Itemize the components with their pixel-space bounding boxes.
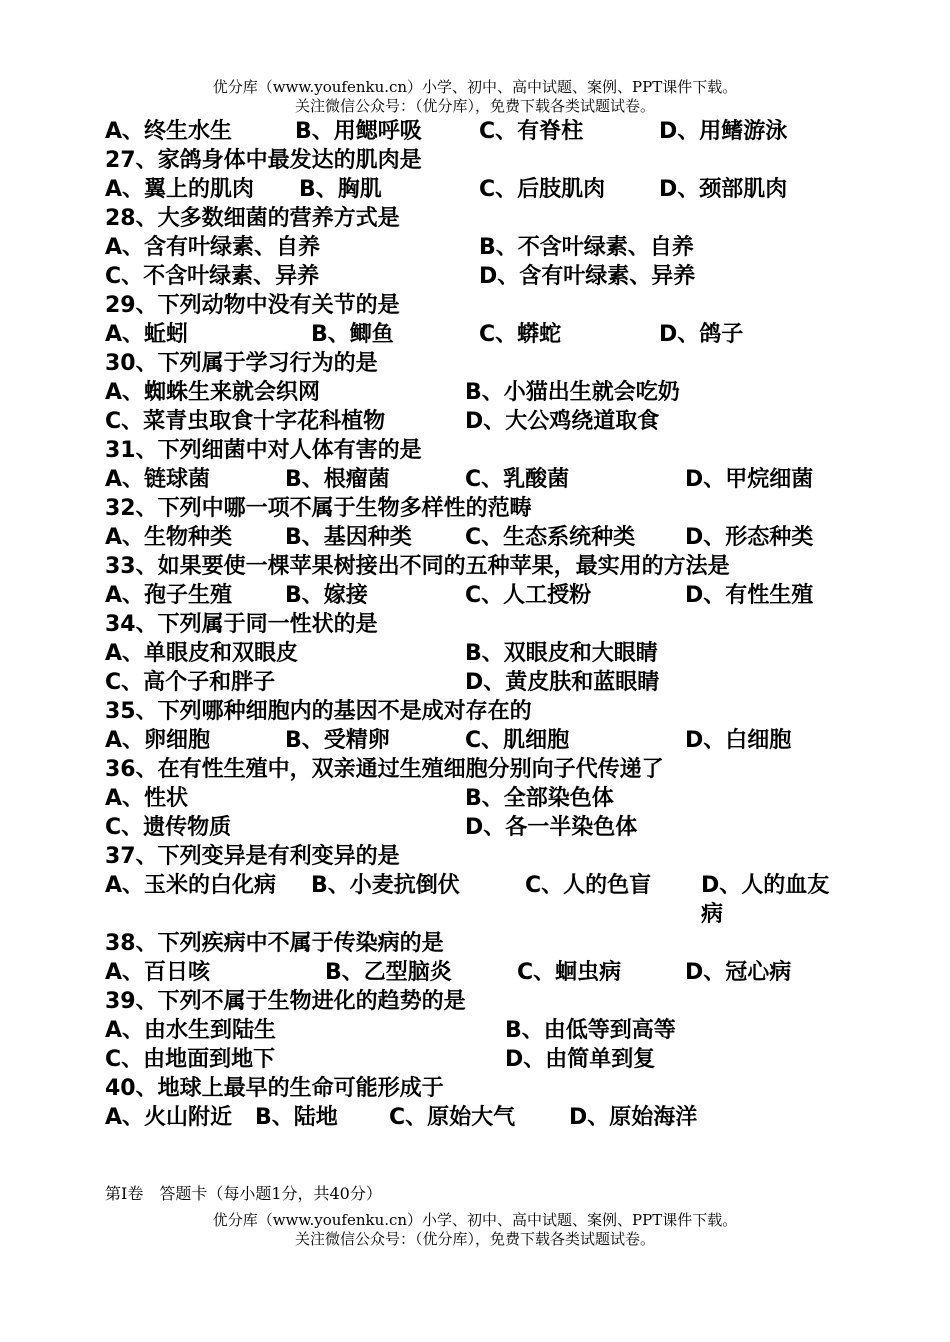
option-c: C、乳酸菌 [465,467,570,492]
option-c: C、蟒蛇 [479,322,562,347]
question-options [105,378,865,407]
q26-options [105,117,865,146]
question-stem: 38、下列疾病中不属于传染病的是 [105,931,444,956]
option-d: D、颈部肌肉 [659,177,788,202]
question-options [105,1016,865,1045]
header-watermark-line-1: 优分库（www.youfenku.cn）小学、初中、高中试题、案例、PPT课件下载。 [212,78,738,96]
option-a: A、单眼皮和双眼皮 [105,641,299,666]
question-options [105,407,865,436]
footer-watermark-line-2: 关注微信公众号：（优分库），免费下载各类试题试卷。 [294,1230,655,1248]
option-a: A、蚯蚓 [105,322,189,347]
option-c: C、由地面到地下 [105,1047,276,1072]
option-a: A、玉米的白化病 [105,873,277,898]
option-c: C、菜青虫取食十字花科植物 [105,409,386,434]
option-d: D、黄皮肤和蓝眼睛 [465,670,660,695]
option-b: B、受精卵 [285,728,390,753]
option-d: D、有性生殖 [685,583,814,608]
header-watermark-line-2: 关注微信公众号：（优分库），免费下载各类试题试卷。 [294,97,655,115]
question-options [105,958,865,987]
option-d: D、各一半染色体 [465,815,638,840]
option-c: C、遗传物质 [105,815,232,840]
question-stem: 37、下列变异是有利变异的是 [105,844,400,869]
option-d: D、甲烷细菌 [685,467,814,492]
option-a: A、生物种类 [105,525,233,550]
question-stem: 39、下列不属于生物进化的趋势的是 [105,989,466,1014]
question-options [105,668,865,697]
question-options [105,813,865,842]
option-a: A、火山附近 [105,1105,233,1130]
question-options [105,262,865,291]
option-c: C、肌细胞 [465,728,570,753]
option-d: D、冠心病 [685,960,792,985]
option-d: D、人的血友病 [701,873,830,927]
question-stem: 29、下列动物中没有关节的是 [105,293,400,318]
option-c: C、人的色盲 [525,873,652,898]
option-c: C、有脊柱 [479,119,584,144]
option-c: C、高个子和胖子 [105,670,276,695]
option-a: A、百日咳 [105,960,211,985]
question-options [105,1045,865,1074]
option-b: B、乙型脑炎 [325,960,452,985]
option-b: B、由低等到高等 [505,1018,676,1043]
option-a: A、翼上的肌肉 [105,177,255,202]
option-d: D、形态种类 [685,525,814,550]
option-d: D、用鳍游泳 [659,119,788,144]
question-stem: 30、下列属于学习行为的是 [105,351,378,376]
question-stem: 27、家鸽身体中最发达的肌肉是 [105,148,422,173]
option-a: A、性状 [105,786,189,811]
option-a: A、含有叶绿素、自养 [105,235,321,260]
option-c: C、不含叶绿素、异养 [105,264,320,289]
question-options [105,1103,865,1132]
option-d: D、含有叶绿素、异养 [479,264,696,289]
question-options [105,320,865,349]
option-a: A、孢子生殖 [105,583,233,608]
option-b: B、不含叶绿素、自养 [479,235,694,260]
question-options [105,465,865,494]
option-b: B、嫁接 [285,583,368,608]
option-c: C、蛔虫病 [517,960,622,985]
option-a: A、由水生到陆生 [105,1018,277,1043]
option-b: B、胸肌 [299,177,382,202]
question-options [105,871,865,927]
question-stem: 34、下列属于同一性状的是 [105,612,378,637]
question-stem: 31、下列细菌中对人体有害的是 [105,438,422,463]
option-a: A、卵细胞 [105,728,211,753]
option-c: C、后肢肌肉 [479,177,606,202]
option-c: C、人工授粉 [465,583,592,608]
question-options [105,784,865,813]
option-b: B、陆地 [255,1105,338,1130]
option-b: B、根瘤菌 [285,467,390,492]
option-c: C、原始大气 [389,1105,516,1130]
option-a: A、链球菌 [105,467,211,492]
answer-card-title: 第Ⅰ卷 答题卡（每小题1分，共40分） [105,1184,382,1203]
question-stem: 33、如果要使一棵苹果树接出不同的五种苹果，最实用的方法是 [105,554,730,579]
question-options [105,233,865,262]
question-stem: 32、下列中哪一项不属于生物多样性的范畴 [105,496,532,521]
option-b: B、双眼皮和大眼睛 [465,641,658,666]
question-options [105,639,865,668]
question-options [105,581,865,610]
question-stem: 35、下列哪种细胞内的基因不是成对存在的 [105,699,532,724]
option-b: B、小猫出生就会吃奶 [465,380,680,405]
question-stem: 40、地球上最早的生命可能形成于 [105,1076,444,1101]
option-d: D、原始海洋 [569,1105,698,1130]
option-a: A、终生水生 [105,119,233,144]
option-b: B、小麦抗倒伏 [311,873,460,898]
option-d: D、白细胞 [685,728,792,753]
option-c: C、生态系统种类 [465,525,636,550]
question-options [105,726,865,755]
option-d: D、由简单到复 [505,1047,656,1072]
question-options [105,175,865,204]
option-b: B、基因种类 [285,525,412,550]
option-a: A、蜘蛛生来就会织网 [105,380,321,405]
question-stem: 36、在有性生殖中，双亲通过生殖细胞分别向子代传递了 [105,757,664,782]
question-options [105,523,865,552]
option-d: D、鸽子 [659,322,744,347]
option-b: B、鲫鱼 [311,322,394,347]
question-stem: 28、大多数细菌的营养方式是 [105,206,400,231]
footer-watermark-line-1: 优分库（www.youfenku.cn）小学、初中、高中试题、案例、PPT课件下载。 [212,1211,738,1229]
option-b: B、用鳃呼吸 [295,119,422,144]
option-b: B、全部染色体 [465,786,614,811]
option-d: D、大公鸡绕道取食 [465,409,660,434]
